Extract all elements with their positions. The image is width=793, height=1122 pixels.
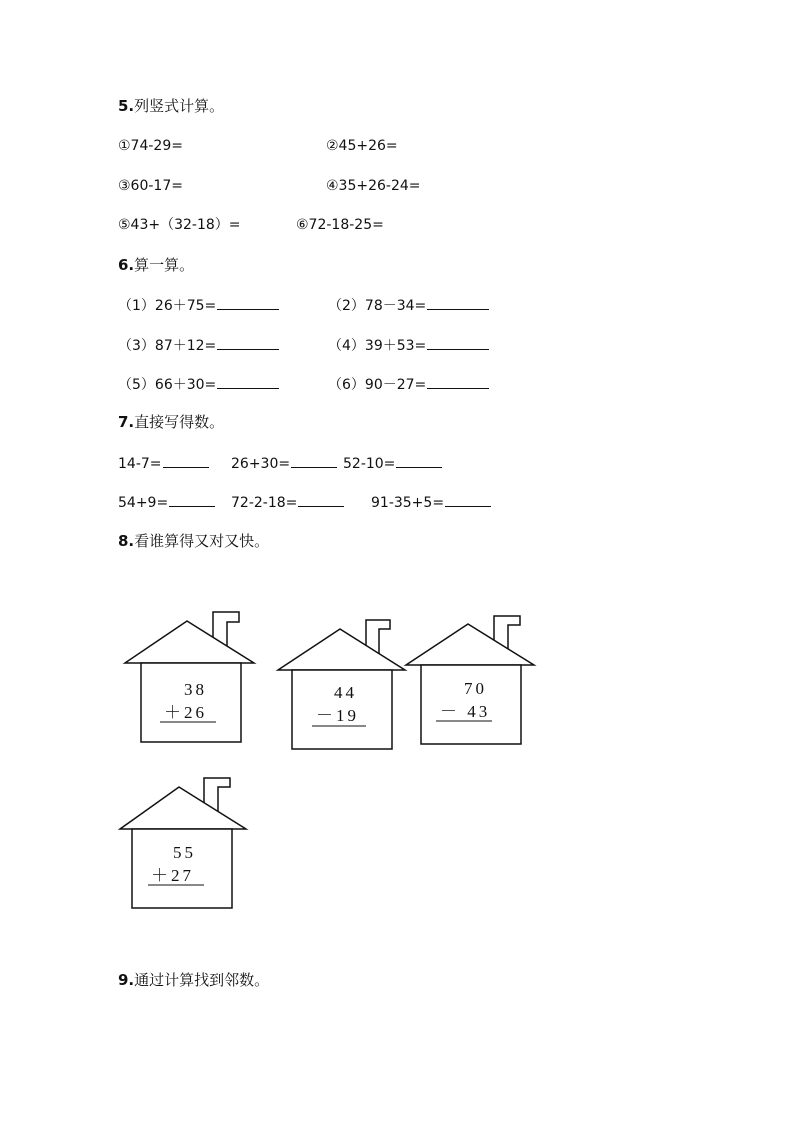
house-1-bottom-number: ＋26 bbox=[164, 703, 207, 722]
q9-number: 9. bbox=[118, 971, 135, 989]
q5-item-3: ③60-17= bbox=[118, 178, 183, 194]
q5-heading bbox=[118, 97, 224, 115]
answer-blank[interactable] bbox=[217, 335, 279, 350]
house-3-top-number: 70 bbox=[464, 679, 487, 698]
house-1 bbox=[122, 608, 258, 748]
q7-item-1: 14-7= bbox=[118, 453, 209, 473]
q6-title: 算一算。 bbox=[134, 256, 195, 274]
q7-heading bbox=[118, 413, 224, 431]
q5-number: 5. bbox=[118, 97, 135, 115]
q5-item-6: ⑥72-18-25= bbox=[296, 217, 384, 233]
q9-heading bbox=[118, 971, 269, 989]
q8-number: 8. bbox=[118, 532, 135, 550]
q7-item-5: 72-2-18= bbox=[231, 492, 344, 512]
q7-item-3: 52-10= bbox=[343, 453, 442, 473]
house-4-bottom-number: ＋27 bbox=[151, 866, 194, 885]
house-1-top-number: 38 bbox=[184, 680, 207, 699]
answer-blank[interactable] bbox=[298, 492, 344, 507]
q6-item-6: （6）90－27= bbox=[328, 374, 489, 394]
answer-blank[interactable] bbox=[427, 374, 489, 389]
answer-blank[interactable] bbox=[217, 295, 279, 310]
answer-blank[interactable] bbox=[169, 492, 215, 507]
q6-item-3: （3）87＋12= bbox=[118, 335, 279, 355]
answer-blank[interactable] bbox=[396, 453, 442, 468]
q5-item-1: ①74-29= bbox=[118, 138, 183, 154]
q9-title: 通过计算找到邻数。 bbox=[134, 971, 270, 989]
q8-heading bbox=[118, 532, 269, 550]
q7-item-4: 54+9= bbox=[118, 492, 215, 512]
q6-item-1: （1）26＋75= bbox=[118, 295, 279, 315]
house-roof bbox=[125, 621, 254, 663]
answer-blank[interactable] bbox=[427, 295, 489, 310]
house-4-top-number: 55 bbox=[173, 843, 196, 862]
q8-title: 看谁算得又对又快。 bbox=[134, 532, 270, 550]
q6-item-4: （4）39＋53= bbox=[328, 335, 489, 355]
q5-item-2: ②45+26= bbox=[326, 138, 398, 154]
q6-heading bbox=[118, 256, 194, 274]
q6-number: 6. bbox=[118, 256, 135, 274]
q7-title: 直接写得数。 bbox=[134, 413, 225, 431]
answer-blank[interactable] bbox=[291, 453, 337, 468]
answer-blank[interactable] bbox=[217, 374, 279, 389]
q7-item-6: 91-35+5= bbox=[371, 492, 491, 512]
q5-item-5: ⑤43+（32-18）= bbox=[118, 217, 241, 233]
answer-blank[interactable] bbox=[163, 453, 209, 468]
house-roof bbox=[120, 787, 246, 829]
answer-blank[interactable] bbox=[427, 335, 489, 350]
house-roof bbox=[278, 629, 405, 670]
house-2-top-number: 44 bbox=[334, 683, 357, 702]
answer-blank[interactable] bbox=[445, 492, 491, 507]
house-roof bbox=[406, 624, 534, 665]
house-3-bottom-number: － 43 bbox=[440, 702, 491, 721]
house-3 bbox=[404, 612, 538, 750]
q7-number: 7. bbox=[118, 413, 135, 431]
q5-title: 列竖式计算。 bbox=[134, 97, 225, 115]
house-2-bottom-number: －19 bbox=[316, 706, 359, 725]
q6-item-2: （2）78－34= bbox=[328, 295, 489, 315]
q5-item-4: ④35+26-24= bbox=[326, 178, 421, 194]
q7-item-2: 26+30= bbox=[231, 453, 337, 473]
house-4 bbox=[118, 774, 250, 914]
q6-item-5: （5）66＋30= bbox=[118, 374, 279, 394]
house-2 bbox=[276, 615, 408, 753]
